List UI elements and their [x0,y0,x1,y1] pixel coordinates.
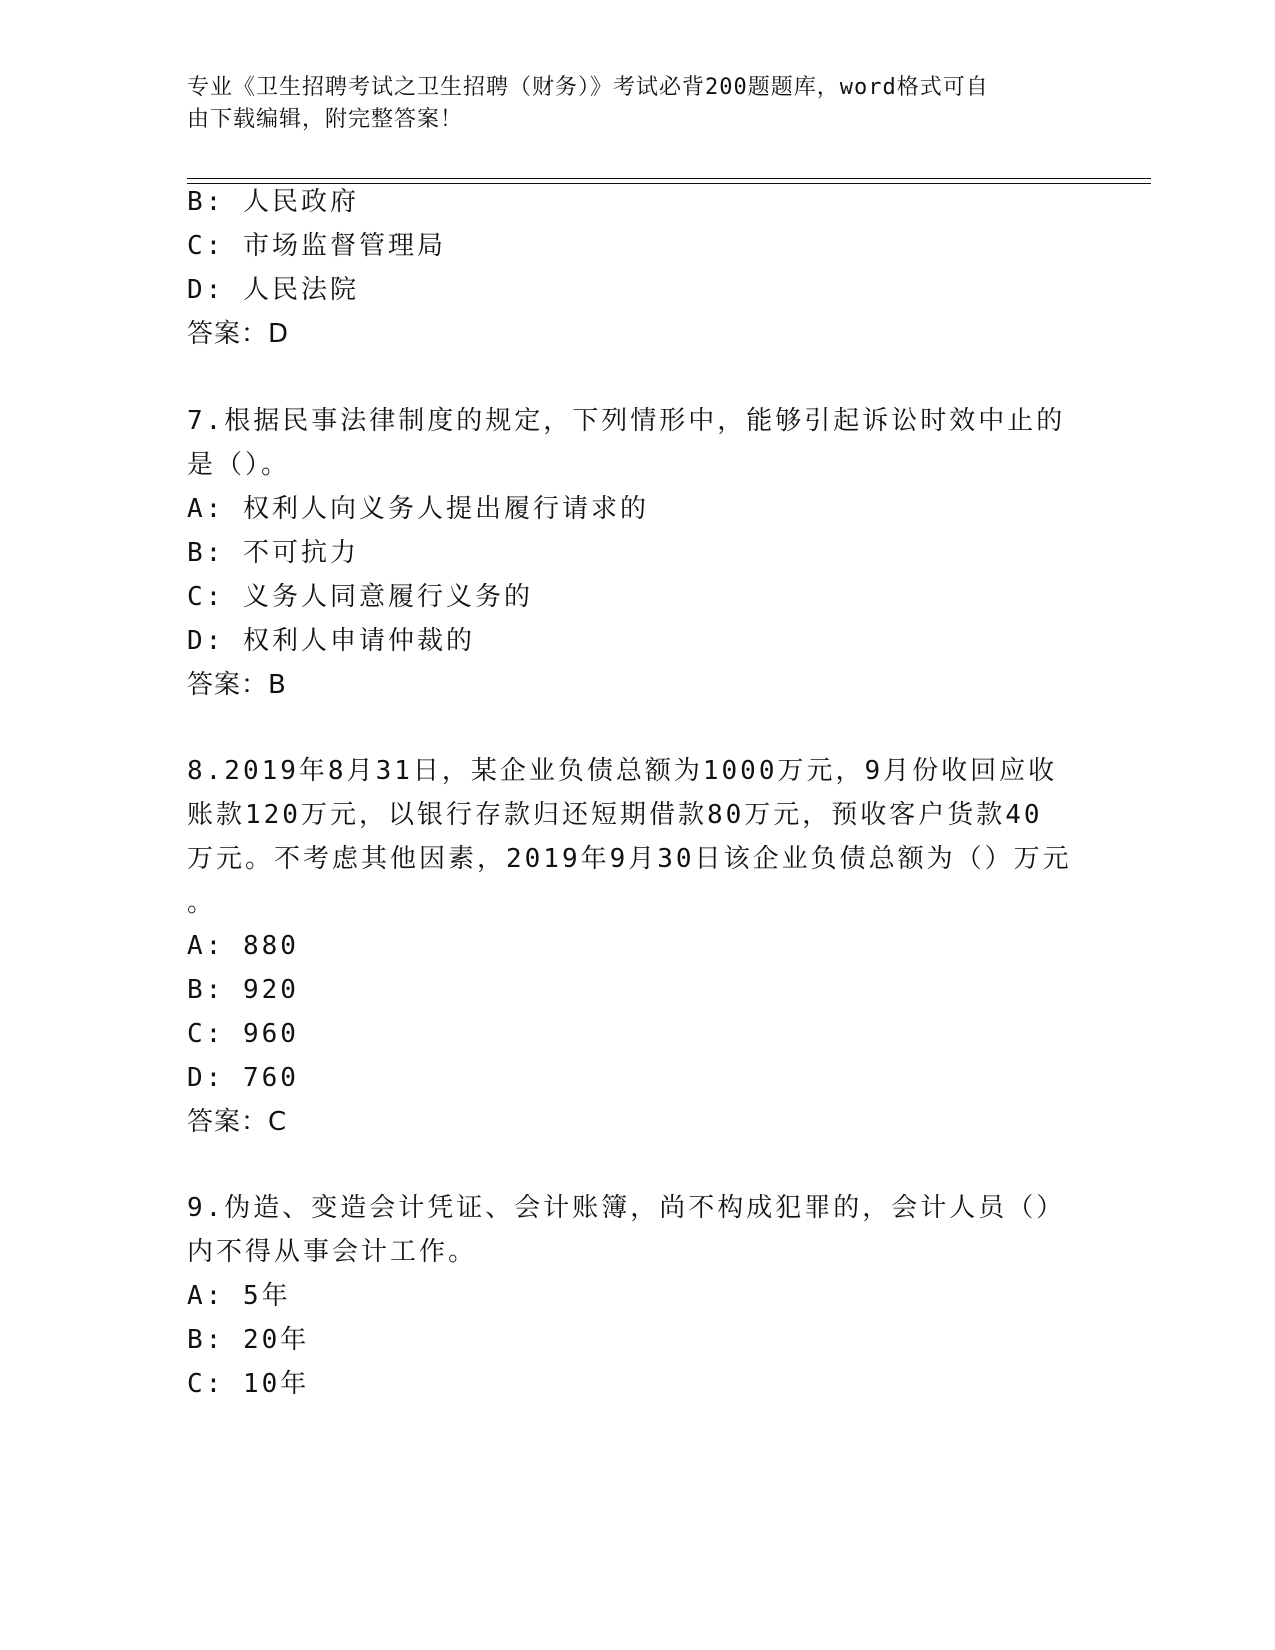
header-line-1: 专业《卫生招聘考试之卫生招聘（财务）》考试必背200题题库，word格式可自 [187,75,989,100]
q8-option-a: A: 880 [187,931,299,961]
q7-option-d: D: 权利人申请仲裁的 [187,626,475,656]
q9-option-b: B: 20年 [187,1325,310,1355]
q8-stem-line-3: 万元。不考虑其他因素，2019年9月30日该企业负债总额为（）万元 [187,844,1072,874]
q6-option-b: B: 人民政府 [187,187,359,217]
q8-option-b: B: 920 [187,975,299,1005]
q9-stem-line-1: 9.伪造、变造会计凭证、会计账簿，尚不构成犯罪的，会计人员（） [187,1193,1066,1223]
q6-option-d: D: 人民法院 [187,275,359,305]
q6-answer: 答案：D [187,319,290,349]
q8-option-d: D: 760 [187,1063,299,1093]
q8-stem-line-1: 8.2019年8月31日，某企业负债总额为1000万元，9月份收回应收 [187,756,1058,786]
q7-option-a: A: 权利人向义务人提出履行请求的 [187,494,649,524]
q8-answer: 答案：C [187,1107,288,1137]
q7-option-c: C: 义务人同意履行义务的 [187,582,533,612]
q8-stem-line-2: 账款120万元，以银行存款归还短期借款80万元，预收客户货款40 [187,800,1043,830]
q7-answer: 答案：B [187,670,287,700]
q8-stem-line-4: 。 [187,888,217,918]
q9-option-c: C: 10年 [187,1369,310,1399]
q6-option-c: C: 市场监督管理局 [187,231,446,261]
header-line-2: 由下载编辑，附完整答案！ [187,107,464,132]
q7-stem-line-1: 7.根据民事法律制度的规定，下列情形中，能够引起诉讼时效中止的 [187,406,1066,436]
q7-stem-line-2: 是（）。 [187,450,291,480]
q7-option-b: B: 不可抗力 [187,538,359,568]
header-divider-bottom [187,183,1151,184]
q9-option-a: A: 5年 [187,1281,291,1311]
document-header [187,72,1067,136]
header-divider-top [187,178,1151,179]
q8-option-c: C: 960 [187,1019,299,1049]
q9-stem-line-2: 内不得从事会计工作。 [187,1237,478,1267]
